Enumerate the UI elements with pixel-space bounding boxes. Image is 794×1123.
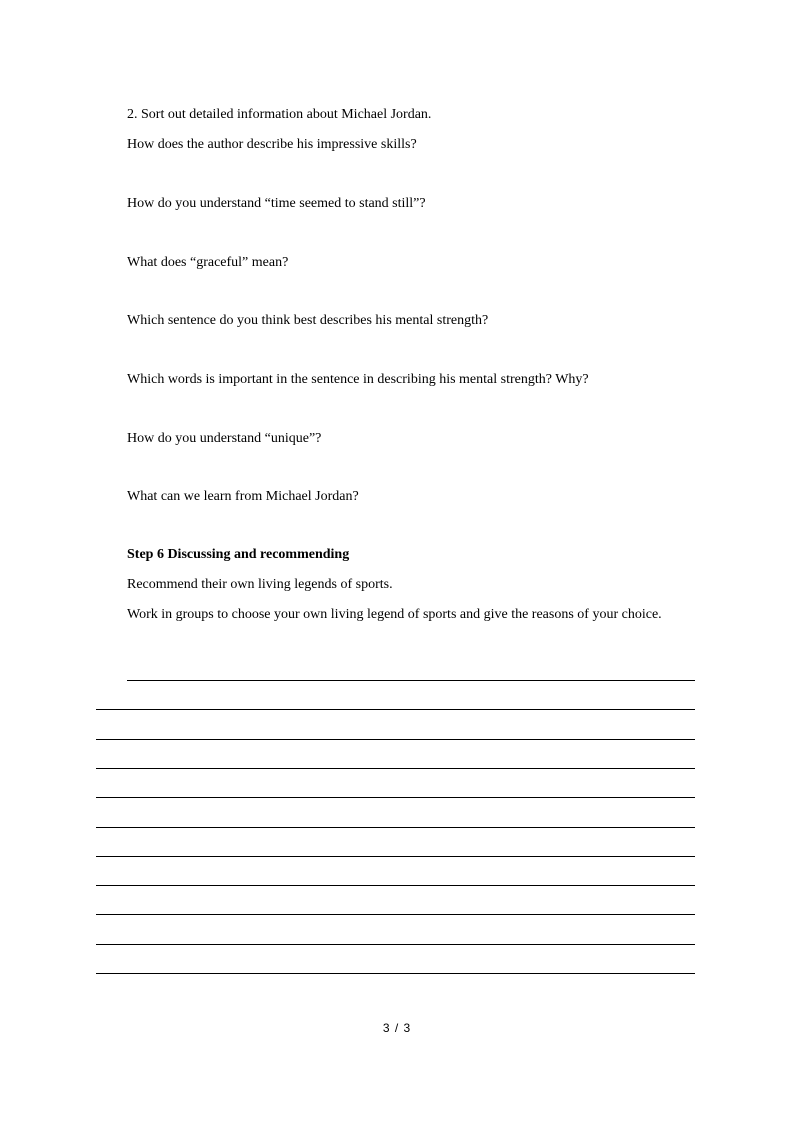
question-2: How do you understand “time seemed to stand still”? [127,196,426,211]
step6-instruction-2: Work in groups to choose your own living legend of sports and give the reasons of your choice. [127,607,662,622]
answer-line[interactable] [127,680,695,681]
answer-line[interactable] [96,856,695,857]
step6-instruction-1: Recommend their own living legends of sports. [127,577,393,592]
section-item-label: 2. Sort out detailed information about Michael Jordan. [127,107,432,122]
answer-line[interactable] [96,914,695,915]
answer-line[interactable] [96,973,695,974]
question-7: What can we learn from Michael Jordan? [127,489,359,504]
answer-line[interactable] [96,768,695,769]
question-1: How does the author describe his impressive skills? [127,137,417,152]
question-4: Which sentence do you think best describes his mental strength? [127,313,489,328]
answer-line[interactable] [96,739,695,740]
answer-line[interactable] [96,944,695,945]
step6-heading: Step 6 Discussing and recommending [127,547,350,562]
question-5: Which words is important in the sentence in describing his mental strength? Why? [127,372,589,387]
page-number: 3 / 3 [382,1021,412,1035]
answer-line[interactable] [96,885,695,886]
question-3: What does “graceful” mean? [127,255,289,270]
answer-line[interactable] [96,797,695,798]
answer-line[interactable] [96,709,695,710]
question-6: How do you understand “unique”? [127,431,322,446]
answer-line[interactable] [96,827,695,828]
